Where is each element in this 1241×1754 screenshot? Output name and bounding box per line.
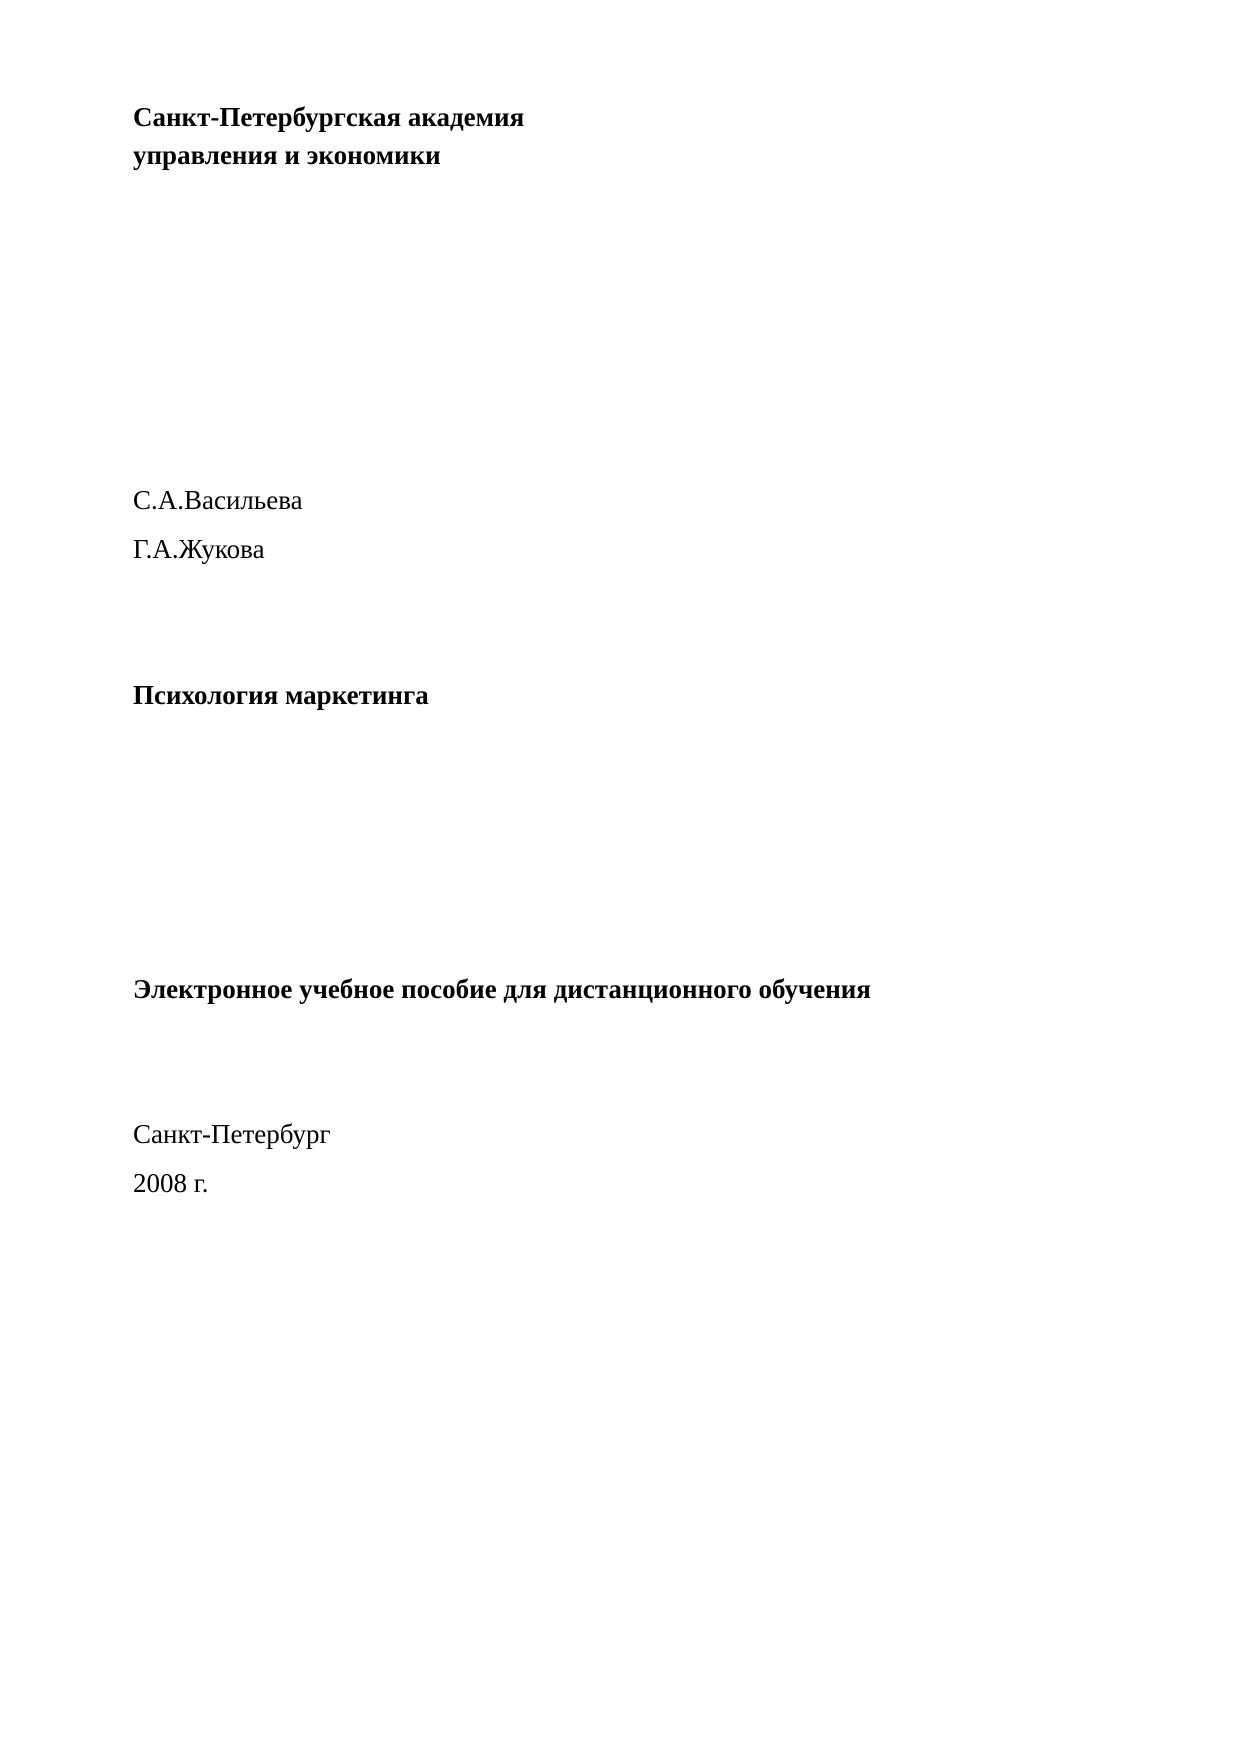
author-name: Г.А.Жукова: [133, 534, 265, 564]
institution-name-line-2: управления и экономики: [133, 140, 441, 170]
document-title: Психология маркетинга: [133, 680, 429, 710]
publication-year: 2008 г.: [133, 1168, 209, 1198]
publication-city: Санкт-Петербург: [133, 1119, 331, 1149]
institution-name-line-1: Санкт-Петербургская академия: [133, 102, 525, 132]
author-name: С.А.Васильева: [133, 485, 303, 515]
document-subtitle: Электронное учебное пособие для дистанционного обучения: [133, 974, 871, 1004]
